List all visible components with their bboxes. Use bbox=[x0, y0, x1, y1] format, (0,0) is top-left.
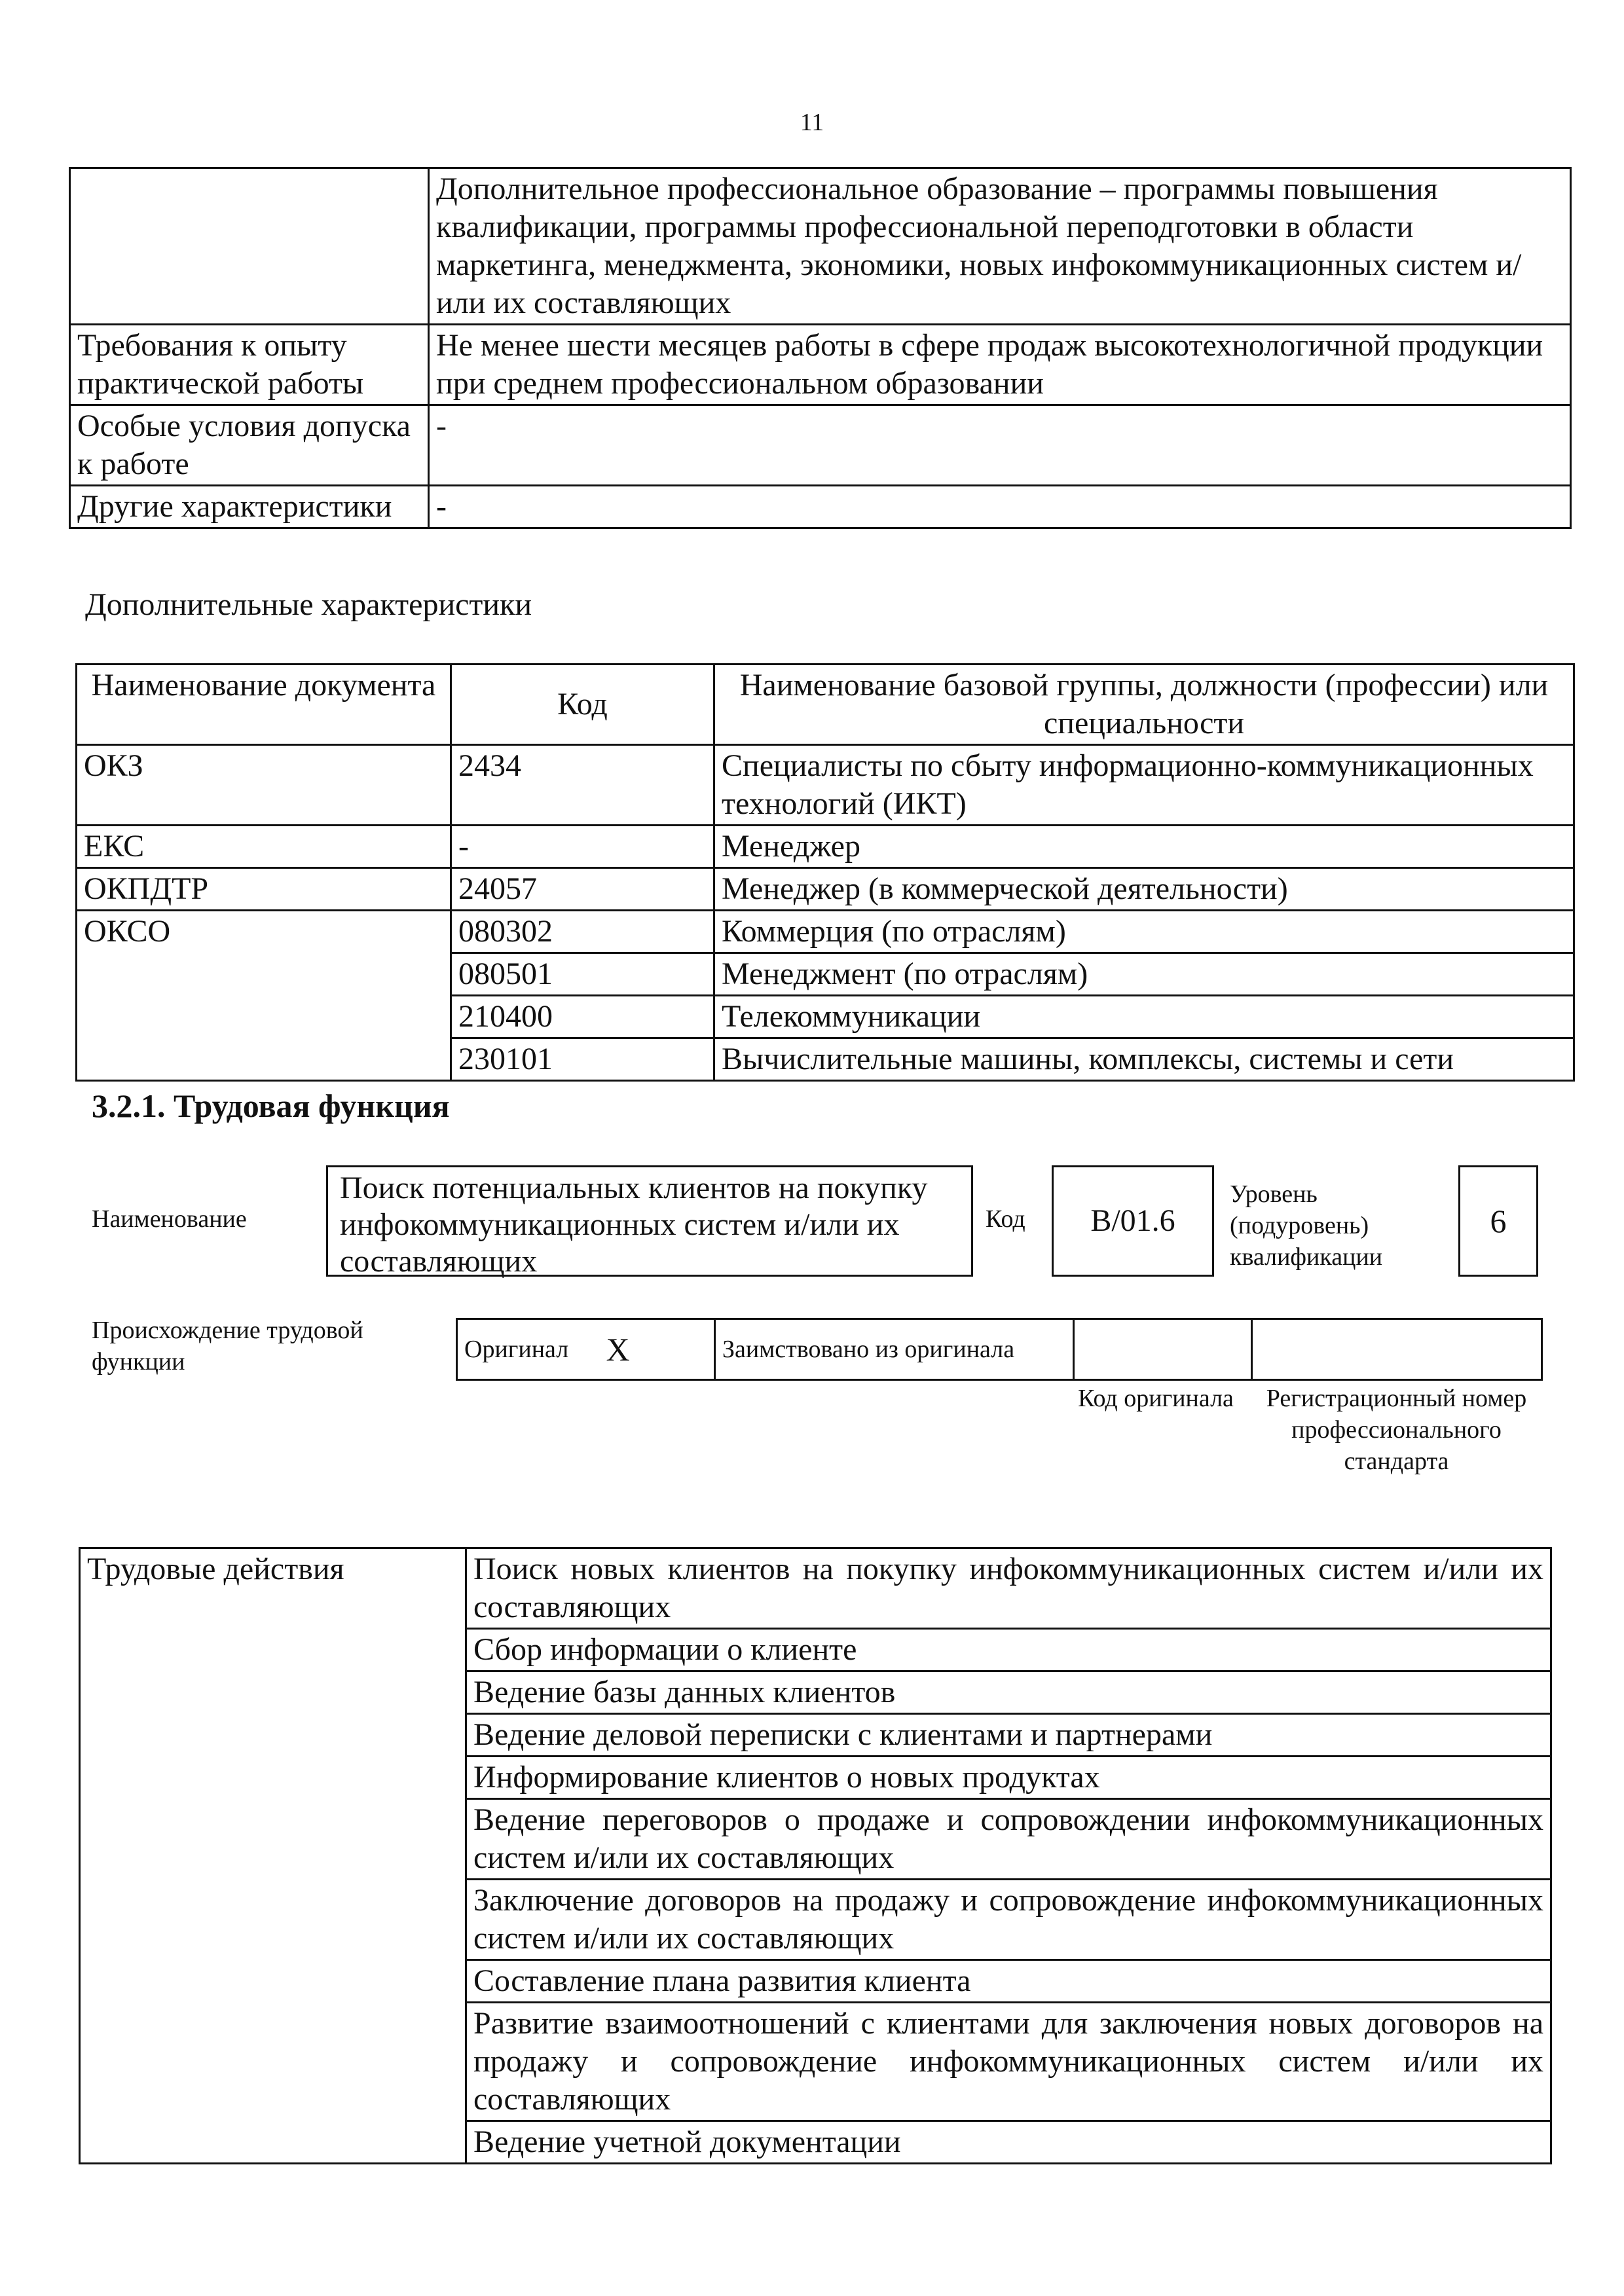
table-row bbox=[80, 1548, 1551, 1629]
table-row bbox=[70, 486, 1571, 528]
labor-actions-table bbox=[79, 1547, 1552, 2164]
action-item: Поиск новых клиентов на покупку инфокоммуникационных систем и/или их составляющих bbox=[466, 1548, 1551, 1629]
table-row bbox=[77, 911, 1574, 953]
table-row bbox=[70, 325, 1571, 405]
requirements-label-cell: Требования к опыту практической работы bbox=[70, 325, 429, 405]
name-cell: Вычислительные машины, комплексы, системы и сети bbox=[714, 1038, 1574, 1081]
action-item: Заключение договоров на продажу и сопровождение инфокоммуникационных систем и/или их составляющих bbox=[466, 1880, 1551, 1960]
code-label: Код bbox=[986, 1205, 1025, 1233]
name-cell: Менеджмент (по отраслям) bbox=[714, 953, 1574, 996]
action-item: Развитие взаимоотношений с клиентами для заключения новых договоров на продажу и сопровождение инфокоммуникационных систем и/или их составляющих bbox=[466, 2003, 1551, 2121]
action-item: Ведение переговоров о продаже и сопровождении инфокоммуникационных систем и/или их составляющих bbox=[466, 1799, 1551, 1880]
reg-number-cell bbox=[1252, 1319, 1542, 1380]
action-item: Ведение учетной документации bbox=[466, 2121, 1551, 2164]
code-cell: 24057 bbox=[451, 868, 714, 911]
column-header: Наименование документа bbox=[77, 665, 451, 745]
name-label: Наименование bbox=[92, 1205, 247, 1233]
requirements-label-cell: Особые условия допуска к работе bbox=[70, 405, 429, 486]
table-row bbox=[77, 745, 1574, 826]
additional-characteristics-table bbox=[75, 663, 1575, 1082]
action-item: Информирование клиентов о новых продуктах bbox=[466, 1757, 1551, 1799]
name-cell: Телекоммуникации bbox=[714, 996, 1574, 1038]
doc-cell: ОКСО bbox=[77, 911, 451, 1081]
table-row bbox=[70, 405, 1571, 486]
requirements-label-cell: Другие характеристики bbox=[70, 486, 429, 528]
function-name-box: Поиск потенциальных клиентов на покупку инфокоммуникационных систем и/или их составляющих bbox=[326, 1165, 973, 1277]
column-header: Наименование базовой группы, должности (профессии) или специальности bbox=[714, 665, 1574, 745]
page-number: 11 bbox=[800, 109, 824, 136]
code-cell: 230101 bbox=[451, 1038, 714, 1081]
requirements-label-cell bbox=[70, 168, 429, 325]
section-heading: 3.2.1. Трудовая функция bbox=[92, 1087, 450, 1124]
function-code-box: B/01.6 bbox=[1052, 1165, 1214, 1277]
requirements-value-cell: - bbox=[429, 405, 1571, 486]
column-header: Код bbox=[451, 665, 714, 745]
code-cell: 080501 bbox=[451, 953, 714, 996]
level-label: Уровень (подуровень) квалификации bbox=[1230, 1180, 1383, 1271]
name-cell: Специалисты по сбыту информационно-коммуникационных технологий (ИКТ) bbox=[714, 745, 1574, 826]
action-item: Ведение деловой переписки с клиентами и партнерами bbox=[466, 1714, 1551, 1757]
table-row bbox=[77, 868, 1574, 911]
name-cell: Менеджер (в коммерческой деятельности) bbox=[714, 868, 1574, 911]
doc-cell: ЕКС bbox=[77, 826, 451, 868]
code-original-label: Код оригинала bbox=[1078, 1385, 1234, 1412]
code-cell: - bbox=[451, 826, 714, 868]
code-cell: 2434 bbox=[451, 745, 714, 826]
action-item: Ведение базы данных клиентов bbox=[466, 1671, 1551, 1714]
table-row bbox=[77, 826, 1574, 868]
original-mark: X bbox=[600, 1319, 715, 1380]
requirements-table bbox=[69, 167, 1572, 529]
code-original-cell bbox=[1074, 1319, 1252, 1380]
level-box: 6 bbox=[1458, 1165, 1538, 1277]
original-label: Оригинал bbox=[457, 1319, 600, 1380]
code-cell: 210400 bbox=[451, 996, 714, 1038]
doc-cell: ОКЗ bbox=[77, 745, 451, 826]
table-row bbox=[457, 1319, 1542, 1380]
action-item: Сбор информации о клиенте bbox=[466, 1629, 1551, 1671]
origin-table bbox=[456, 1318, 1543, 1381]
section-title: Дополнительные характеристики bbox=[85, 587, 532, 622]
requirements-value-cell: - bbox=[429, 486, 1571, 528]
actions-label-cell: Трудовые действия bbox=[80, 1548, 466, 2164]
action-item: Составление плана развития клиента bbox=[466, 1960, 1551, 2003]
table-row bbox=[70, 168, 1571, 325]
borrowed-label: Заимствовано из оригинала bbox=[715, 1319, 1074, 1380]
origin-label: Происхождение трудовой функции bbox=[92, 1317, 363, 1376]
reg-number-label: Регистрационный номер профессионального стандарта bbox=[1266, 1385, 1527, 1475]
doc-cell: ОКПДТР bbox=[77, 868, 451, 911]
name-cell: Коммерция (по отраслям) bbox=[714, 911, 1574, 953]
requirements-value-cell: Дополнительное профессиональное образование – программы повышения квалификации, программы профессиональной переподготовки в области маркетинга, менеджмента, экономики, новых инфокоммуникационных систем и/или их составляющих bbox=[429, 168, 1571, 325]
name-cell: Менеджер bbox=[714, 826, 1574, 868]
requirements-value-cell: Не менее шести месяцев работы в сфере продаж высокотехнологичной продукции при среднем профессиональном образовании bbox=[429, 325, 1571, 405]
code-cell: 080302 bbox=[451, 911, 714, 953]
table-header-row bbox=[77, 665, 1574, 745]
